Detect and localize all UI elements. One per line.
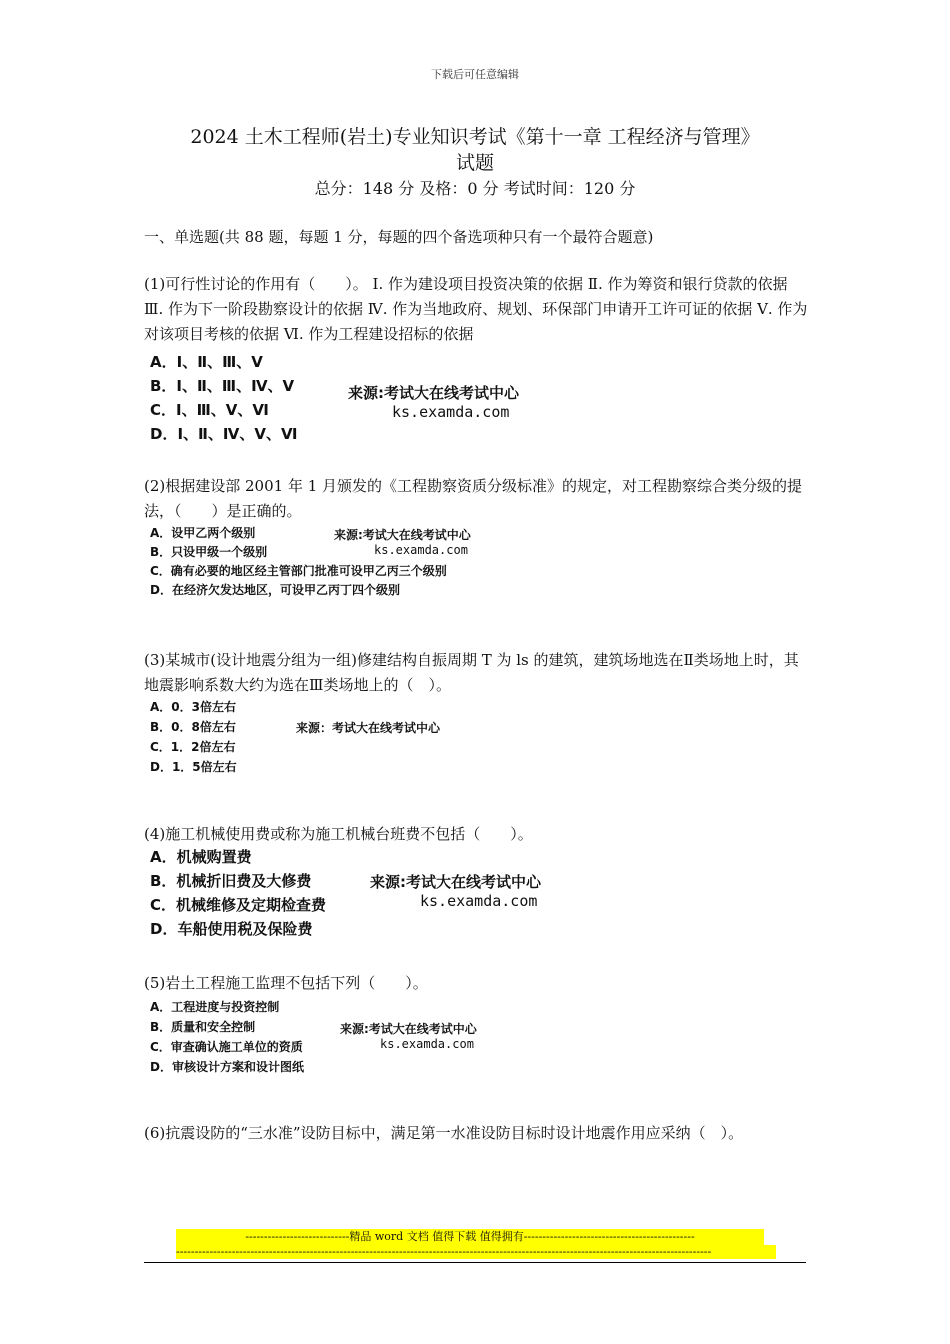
source-watermark-1	[348, 384, 519, 422]
option-c: C．审查确认施工单位的资质	[150, 1040, 303, 1054]
source-label: 来源:考试大在线考试中心	[370, 873, 541, 891]
source-watermark-4	[370, 873, 541, 911]
question-1: (1)可行性讨论的作用有（ ）。 Ⅰ. 作为建设项目投资决策的依据 Ⅱ. 作为筹资和银行贷款的依据 Ⅲ. 作为下一阶段勘察设计的依据 Ⅳ. 作为当地政府、规划、环保部门申请开工许可证的依据 Ⅴ. 作为对该项目考核的依据 Ⅵ. 作为工程建设招标的依据	[144, 275, 808, 343]
footer-rule	[144, 1262, 806, 1263]
option-d: D．审核设计方案和设计图纸	[150, 1060, 304, 1074]
source-url: ks.examda.com	[420, 891, 538, 910]
source-label: 来源:考试大在线考试中心	[340, 1022, 477, 1036]
exam-meta: 总分：148 分 及格：0 分 考试时间：120 分	[314, 179, 636, 198]
option-b: B．0．8倍左右	[150, 720, 236, 734]
source-label: 来源：考试大在线考试中心	[296, 721, 441, 735]
source-watermark-3	[296, 721, 440, 736]
question-3: (3)某城市(设计地震分组为一组)修建结构自振周期 T 为 ls 的建筑，建筑场地选在Ⅱ类场地上时，其地震影响系数大约为选在Ⅲ类场地上的（ ）。	[144, 651, 799, 694]
option-c: C．Ⅰ、Ⅲ、Ⅴ、Ⅵ	[150, 401, 269, 419]
source-label: 来源:考试大在线考试中心	[334, 528, 471, 542]
question-6: (6)抗震设防的“三水准”设防目标中，满足第一水准设防目标时设计地震作用应采纳（ ）。	[144, 1124, 744, 1142]
source-watermark-2	[334, 528, 471, 558]
option-d: D．1．5倍左右	[150, 760, 237, 774]
question-2: (2)根据建设部 2001 年 1 月颁发的《工程勘察资质分级标准》的规定，对工程勘察综合类分级的提法，（ ）是正确的。	[144, 477, 803, 520]
option-a: A．Ⅰ、Ⅱ、Ⅲ、Ⅴ	[150, 353, 263, 371]
option-d: D．Ⅰ、Ⅱ、Ⅳ、Ⅴ、Ⅵ	[150, 425, 298, 443]
footer-banner: ----------------------------精品 word 文档 值得下载 值得拥有----------------------------------------------	[176, 1229, 764, 1245]
source-label: 来源:考试大在线考试中心	[348, 384, 519, 402]
option-c: C．机械维修及定期检查费	[150, 896, 327, 914]
section-heading: 一、单选题(共 88 题，每题 1 分，每题的四个备选项种只有一个最符合题意)	[144, 228, 654, 246]
title-line-2: 试题	[455, 152, 494, 174]
option-b: B．只设甲级一个级别	[150, 545, 268, 559]
footer-dashes: ------------------------------------------------------------------------------------------------------------------------------------------------	[176, 1245, 776, 1259]
title-line-1: 2024 土木工程师(岩土)专业知识考试《第十一章 工程经济与管理》	[190, 126, 760, 148]
question-4: (4)施工机械使用费或称为施工机械台班费不包括（ ）。	[144, 825, 533, 843]
option-b: B．Ⅰ、Ⅱ、Ⅲ、Ⅳ、Ⅴ	[150, 377, 295, 395]
source-url: ks.examda.com	[374, 543, 468, 557]
option-d: D．在经济欠发达地区，可设甲乙丙丁四个级别	[150, 583, 400, 597]
source-url: ks.examda.com	[380, 1037, 474, 1051]
option-b: B．质量和安全控制	[150, 1020, 256, 1034]
question-4-options	[150, 845, 326, 941]
question-5-options	[150, 997, 304, 1077]
question-5: (5)岩土工程施工监理不包括下列（ ）。	[144, 974, 428, 992]
option-b: B．机械折旧费及大修费	[150, 872, 312, 890]
option-a: A．工程进度与投资控制	[150, 1000, 280, 1014]
source-url: ks.examda.com	[392, 402, 510, 421]
question-1-options	[150, 350, 298, 446]
option-a: A．机械购置费	[150, 848, 252, 866]
source-watermark-5	[340, 1022, 477, 1052]
option-c: C．确有必要的地区经主管部门批准可设甲乙丙三个级别	[150, 564, 447, 578]
option-d: D．车船使用税及保险费	[150, 920, 313, 938]
option-a: A．设甲乙两个级别	[150, 526, 256, 540]
question-3-options	[150, 697, 237, 777]
header-note: 下载后可任意编辑	[431, 68, 519, 81]
option-c: C．1．2倍左右	[150, 740, 236, 754]
option-a: A．0．3倍左右	[150, 700, 236, 714]
document-title	[100, 124, 850, 176]
